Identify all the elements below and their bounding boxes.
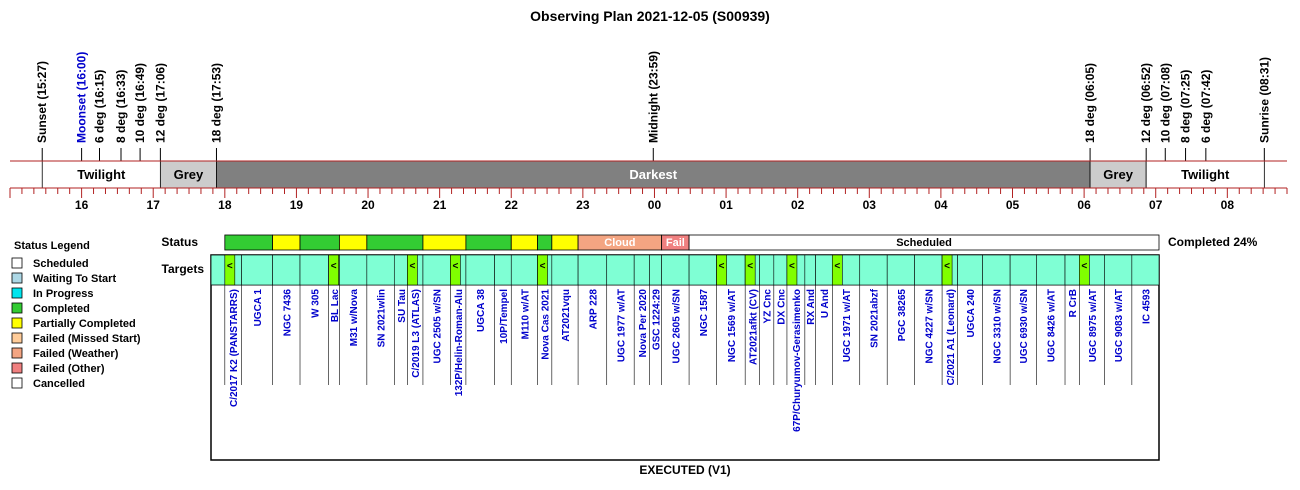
status-segment: [538, 235, 552, 250]
target-label: UGCA 1: [253, 289, 265, 327]
target-label: NGC 7436: [282, 289, 294, 337]
target-cell: [1104, 255, 1131, 285]
target-cell: [689, 255, 716, 285]
target-label: NGC 3310 w/SN: [992, 289, 1004, 364]
legend-label: Completed: [33, 303, 90, 315]
hour-label: 04: [934, 198, 948, 212]
footer-label: EXECUTED (V1): [639, 463, 731, 477]
status-segment: [339, 235, 366, 250]
target-cell: [367, 255, 394, 285]
legend-label: In Progress: [33, 288, 94, 300]
status-segment: [423, 235, 466, 250]
target-label: BL Lac: [330, 289, 342, 323]
target-label: UGCA 240: [966, 289, 978, 338]
band-label: Grey: [173, 167, 204, 182]
event-label: 8 deg (16:33): [113, 69, 128, 143]
target-label: NGC 1569 w/AT: [726, 289, 738, 363]
target-label: UGC 2505 w/SN: [432, 289, 444, 364]
band-label: Darkest: [629, 167, 678, 182]
target-label: SN 2021abzf: [869, 289, 881, 348]
target-flag-symbol: <: [539, 261, 546, 272]
target-label: ARP 228: [588, 289, 600, 330]
event-label: 10 deg (07:08): [1158, 62, 1173, 143]
legend-swatch: [12, 258, 22, 268]
target-cell: [607, 255, 634, 285]
target-cell: [273, 255, 300, 285]
target-label: IC 4593: [1141, 289, 1153, 325]
target-cell: [495, 255, 512, 285]
target-flag-symbol: <: [944, 261, 951, 272]
target-cell: [394, 255, 407, 285]
target-cell: [511, 255, 537, 285]
target-label: PGC 38265: [896, 289, 908, 342]
target-label: DX Cnc: [776, 289, 788, 325]
target-label: UGC 8975 w/AT: [1087, 289, 1099, 363]
target-label: C/2017 K2 (PANSTARRS): [229, 289, 241, 407]
target-cell: [1065, 255, 1079, 285]
hour-label: 05: [1005, 198, 1020, 212]
target-flag-symbol: <: [834, 261, 841, 272]
event-label: 10 deg (16:49): [133, 62, 148, 143]
target-cell: [1132, 255, 1159, 285]
target-label: R CrB: [1068, 289, 1080, 318]
event-label: 12 deg (17:06): [153, 62, 168, 143]
legend-swatch: [12, 333, 22, 343]
hour-label: 03: [862, 198, 876, 212]
event-label: Sunset (15:27): [35, 60, 50, 143]
status-segment-label: Cloud: [604, 237, 636, 249]
target-flag-symbol: <: [226, 261, 233, 272]
target-cell: [915, 255, 942, 285]
legend-swatch: [12, 273, 22, 283]
target-label: C/2021 A1 (Leonard): [945, 289, 957, 386]
target-label: SN 2021wlin: [376, 289, 388, 348]
status-segment: [511, 235, 537, 250]
hour-label: 20: [361, 198, 375, 212]
hour-label: 02: [791, 198, 805, 212]
legend-label: Failed (Missed Start): [33, 333, 141, 345]
chart-title: Observing Plan 2021-12-05 (S00939): [530, 8, 770, 24]
legend-swatch: [12, 318, 22, 328]
legend-label: Failed (Weather): [33, 348, 119, 360]
hour-label: 00: [647, 198, 662, 212]
target-label: UGCA 38: [476, 289, 488, 332]
target-label: C/2019 L3 (ATLAS): [411, 289, 423, 378]
status-segment-label: Fail: [665, 237, 685, 249]
target-flag-symbol: <: [747, 261, 754, 272]
target-label: UGC 2605 w/SN: [671, 289, 683, 364]
target-label: UGC 9083 w/AT: [1114, 289, 1126, 363]
event-label: 8 deg (07:25): [1178, 69, 1193, 143]
target-cell: [774, 255, 787, 285]
target-cell: [1036, 255, 1065, 285]
target-label: 132P/Helin-Roman-Alu: [454, 289, 466, 397]
band-label: Grey: [1103, 167, 1133, 182]
target-label: NGC 4227 w/SN: [924, 289, 936, 364]
band-label: Twilight: [1181, 167, 1230, 182]
target-label: M110 w/AT: [520, 289, 532, 340]
target-cell: [466, 255, 495, 285]
target-cell: [958, 255, 983, 285]
target-label: NGC 1587: [698, 289, 710, 337]
target-cell: [242, 255, 273, 285]
hour-label: 06: [1077, 198, 1091, 212]
target-label: RX And: [806, 289, 818, 325]
status-segment: [552, 235, 578, 250]
event-label: Moonset (16:00): [74, 51, 89, 143]
target-cell: [552, 255, 578, 285]
event-label: 6 deg (07:42): [1198, 69, 1213, 143]
legend-label: Partially Completed: [33, 318, 136, 330]
target-cell: [578, 255, 607, 285]
target-label: AT2021afkt (CV): [748, 289, 760, 365]
target-label: W 305: [310, 289, 322, 318]
target-flag-symbol: <: [330, 261, 337, 272]
legend-label: Failed (Other): [33, 363, 105, 375]
completion-label: Completed 24%: [1168, 235, 1258, 249]
hour-label: 16: [74, 198, 89, 212]
target-label: Nova Per 2020: [637, 289, 649, 358]
event-label: 18 deg (06:05): [1083, 62, 1098, 143]
target-cell: [300, 255, 329, 285]
status-segment: [273, 235, 300, 250]
band-label: Twilight: [77, 167, 126, 182]
hour-label: 18: [218, 198, 232, 212]
target-label: AT2021vqu: [560, 289, 572, 342]
hour-label: 08: [1220, 198, 1235, 212]
event-label: Sunrise (08:31): [1257, 56, 1272, 143]
target-label: 10P/Tempel: [498, 289, 510, 344]
target-cell: [650, 255, 662, 285]
targets-frame: [211, 255, 1159, 460]
event-label: 12 deg (06:52): [1139, 62, 1154, 143]
target-label: UGC 1977 w/AT: [616, 289, 628, 363]
legend-label: Waiting To Start: [33, 273, 117, 285]
target-flag-symbol: <: [409, 261, 416, 272]
target-flag-symbol: <: [718, 261, 725, 272]
status-segment-label: Scheduled: [896, 237, 952, 249]
hour-label: 17: [146, 198, 160, 212]
target-label: GSC 1224:29: [651, 289, 663, 351]
target-label: UGC 8426 w/AT: [1046, 289, 1058, 363]
targets-row-label: Targets: [161, 262, 204, 276]
target-label: YZ Cnc: [762, 289, 774, 324]
legend-label: Scheduled: [33, 258, 89, 270]
target-label: 67P/Churyumov-Gerasimenko: [791, 289, 803, 432]
legend-title: Status Legend: [14, 240, 90, 252]
hour-label: 07: [1149, 198, 1163, 212]
legend-swatch: [12, 348, 22, 358]
target-cell: [860, 255, 887, 285]
event-label: 6 deg (16:15): [92, 69, 107, 143]
target-cell: [816, 255, 833, 285]
hour-label: 19: [289, 198, 304, 212]
hour-label: 21: [432, 198, 447, 212]
status-segment: [225, 235, 273, 250]
legend-swatch: [12, 288, 22, 298]
target-cell: [759, 255, 773, 285]
target-flag-symbol: <: [789, 261, 795, 272]
target-label: UGC 1971 w/AT: [842, 289, 854, 363]
event-label: Midnight (23:59): [646, 51, 661, 143]
legend-swatch: [12, 378, 22, 388]
target-flag-symbol: <: [1081, 261, 1088, 272]
target-label: SU Tau: [396, 289, 408, 323]
target-flag-symbol: <: [452, 261, 459, 272]
target-cell: [887, 255, 914, 285]
status-segment: [300, 235, 339, 250]
target-label: U And: [819, 289, 831, 319]
legend-swatch: [12, 303, 22, 313]
target-label: M31 w/Nova: [349, 289, 361, 347]
status-segment: [367, 235, 423, 250]
target-cell: [983, 255, 1010, 285]
target-cell: [662, 255, 689, 285]
hour-label: 23: [576, 198, 590, 212]
event-label: 18 deg (17:53): [209, 62, 224, 143]
status-segment: [466, 235, 511, 250]
target-cell: [805, 255, 816, 285]
hour-label: 01: [719, 198, 733, 212]
legend-swatch: [12, 363, 22, 373]
target-label: UGC 6930 w/SN: [1019, 289, 1031, 364]
target-cell: [1010, 255, 1036, 285]
target-cell: [634, 255, 650, 285]
status-row-label: Status: [161, 235, 198, 249]
hour-label: 22: [504, 198, 518, 212]
target-label: Nova Cas 2021: [540, 289, 552, 360]
target-cell: [423, 255, 450, 285]
legend-label: Cancelled: [33, 378, 85, 390]
target-cell: [339, 255, 366, 285]
